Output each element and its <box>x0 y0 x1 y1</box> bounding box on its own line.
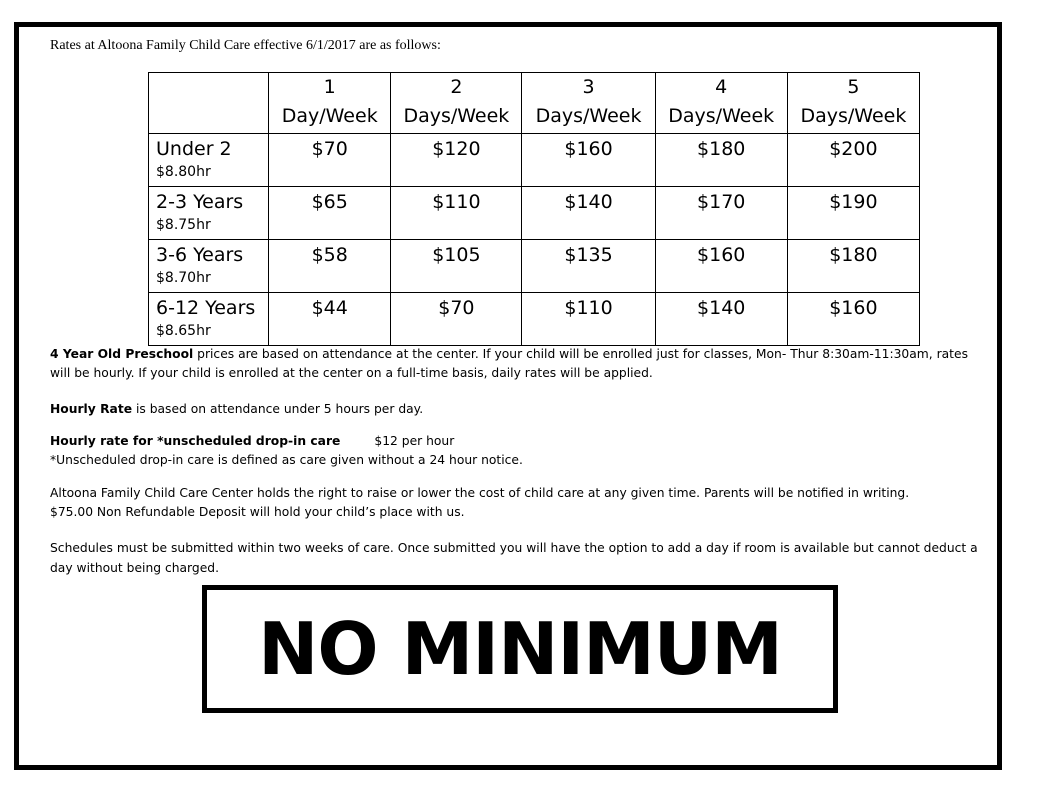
hourly-rate-paragraph <box>50 400 990 419</box>
table-header-row <box>149 73 920 134</box>
dropin-note: *Unscheduled drop-in care is defined as care given without a 24 hour notice. <box>50 453 523 467</box>
price-value: $70 <box>438 297 475 319</box>
age-label: 2-3 Years <box>156 191 244 213</box>
dropin-rate-value: $12 per hour <box>374 434 455 448</box>
price-cell <box>269 187 391 240</box>
table-row <box>149 293 920 346</box>
header-unit: Day/Week <box>281 105 378 127</box>
price-value: $110 <box>432 191 481 213</box>
price-cell <box>391 187 522 240</box>
dropin-heading: Hourly rate for *unscheduled drop-in care <box>50 434 341 448</box>
price-cell <box>655 187 787 240</box>
price-value: $58 <box>311 244 348 266</box>
price-value: $140 <box>697 297 746 319</box>
table-row <box>149 240 920 293</box>
header-cell <box>522 73 655 134</box>
header-days: 3 <box>582 76 595 98</box>
hourly-rate-label: $8.65hr <box>156 323 211 339</box>
price-cell <box>269 134 391 187</box>
price-value: $160 <box>829 297 878 319</box>
age-cell <box>149 293 269 346</box>
header-cell <box>655 73 787 134</box>
deposit-line: $75.00 Non Refundable Deposit will hold your child’s place with us. <box>50 505 465 519</box>
header-cell <box>787 73 919 134</box>
price-cell <box>787 293 919 346</box>
hourly-rate-label: $8.70hr <box>156 270 211 286</box>
price-value: $160 <box>564 138 613 160</box>
price-cell <box>655 293 787 346</box>
price-cell <box>787 134 919 187</box>
table-row <box>149 134 920 187</box>
price-cell <box>522 134 655 187</box>
price-value: $135 <box>564 244 613 266</box>
price-cell <box>269 240 391 293</box>
age-label: 6-12 Years <box>156 297 256 319</box>
header-days: 4 <box>715 76 728 98</box>
price-value: $180 <box>697 138 746 160</box>
header-unit: Days/Week <box>800 105 907 127</box>
preschool-text: prices are based on attendance at the center. If your child will be enrolled just for classes, Mon- Thur 8:30am-11:30am, rates will be hourly. If your child is enrolled at the center on a full-time basis, daily rates will be applied. <box>50 347 968 380</box>
header-unit: Days/Week <box>403 105 510 127</box>
hourly-rate-label: $8.75hr <box>156 217 211 233</box>
price-value: $190 <box>829 191 878 213</box>
policy-line-1: Altoona Family Child Care Center holds the right to raise or lower the cost of child care at any given time. Parents will be notified in writing. <box>50 486 910 500</box>
price-cell <box>787 187 919 240</box>
price-value: $44 <box>311 297 348 319</box>
age-cell <box>149 187 269 240</box>
price-value: $170 <box>697 191 746 213</box>
no-minimum-text: NO MINIMUM <box>258 607 782 691</box>
no-minimum-banner <box>202 585 838 713</box>
price-cell <box>391 134 522 187</box>
header-cell <box>269 73 391 134</box>
price-value: $160 <box>697 244 746 266</box>
header-unit: Days/Week <box>668 105 775 127</box>
dropin-paragraph <box>50 432 990 470</box>
hourly-rate-heading: Hourly Rate <box>50 402 133 416</box>
price-value: $120 <box>432 138 481 160</box>
rates-table <box>148 72 920 346</box>
price-cell <box>269 293 391 346</box>
price-cell <box>655 240 787 293</box>
price-value: $65 <box>311 191 348 213</box>
price-cell <box>522 187 655 240</box>
price-value: $200 <box>829 138 878 160</box>
price-cell <box>522 240 655 293</box>
schedules-paragraph: Schedules must be submitted within two weeks of care. Once submitted you will have the option to add a day if room is available but cannot deduct a day without being charged. <box>50 541 978 575</box>
hourly-rate-label: $8.80hr <box>156 164 211 180</box>
header-days: 5 <box>847 76 860 98</box>
price-value: $110 <box>564 297 613 319</box>
table-row <box>149 187 920 240</box>
header-days: 1 <box>323 76 336 98</box>
header-days: 2 <box>450 76 463 98</box>
header-cell <box>391 73 522 134</box>
price-value: $180 <box>829 244 878 266</box>
price-cell <box>787 240 919 293</box>
price-value: $105 <box>432 244 481 266</box>
age-label: Under 2 <box>156 138 232 160</box>
preschool-heading: 4 Year Old Preschool <box>50 347 194 361</box>
price-cell <box>655 134 787 187</box>
price-value: $70 <box>311 138 348 160</box>
age-label: 3-6 Years <box>156 244 244 266</box>
price-value: $140 <box>564 191 613 213</box>
header-corner-cell <box>149 73 269 134</box>
price-cell <box>522 293 655 346</box>
hourly-rate-text: is based on attendance under 5 hours per day. <box>132 402 424 416</box>
price-cell <box>391 240 522 293</box>
header-unit: Days/Week <box>535 105 642 127</box>
intro-text: Rates at Altoona Family Child Care effective 6/1/2017 are as follows: <box>50 38 441 53</box>
policy-paragraph <box>50 484 990 522</box>
price-cell <box>391 293 522 346</box>
preschool-paragraph <box>50 345 990 383</box>
age-cell <box>149 240 269 293</box>
age-cell <box>149 134 269 187</box>
